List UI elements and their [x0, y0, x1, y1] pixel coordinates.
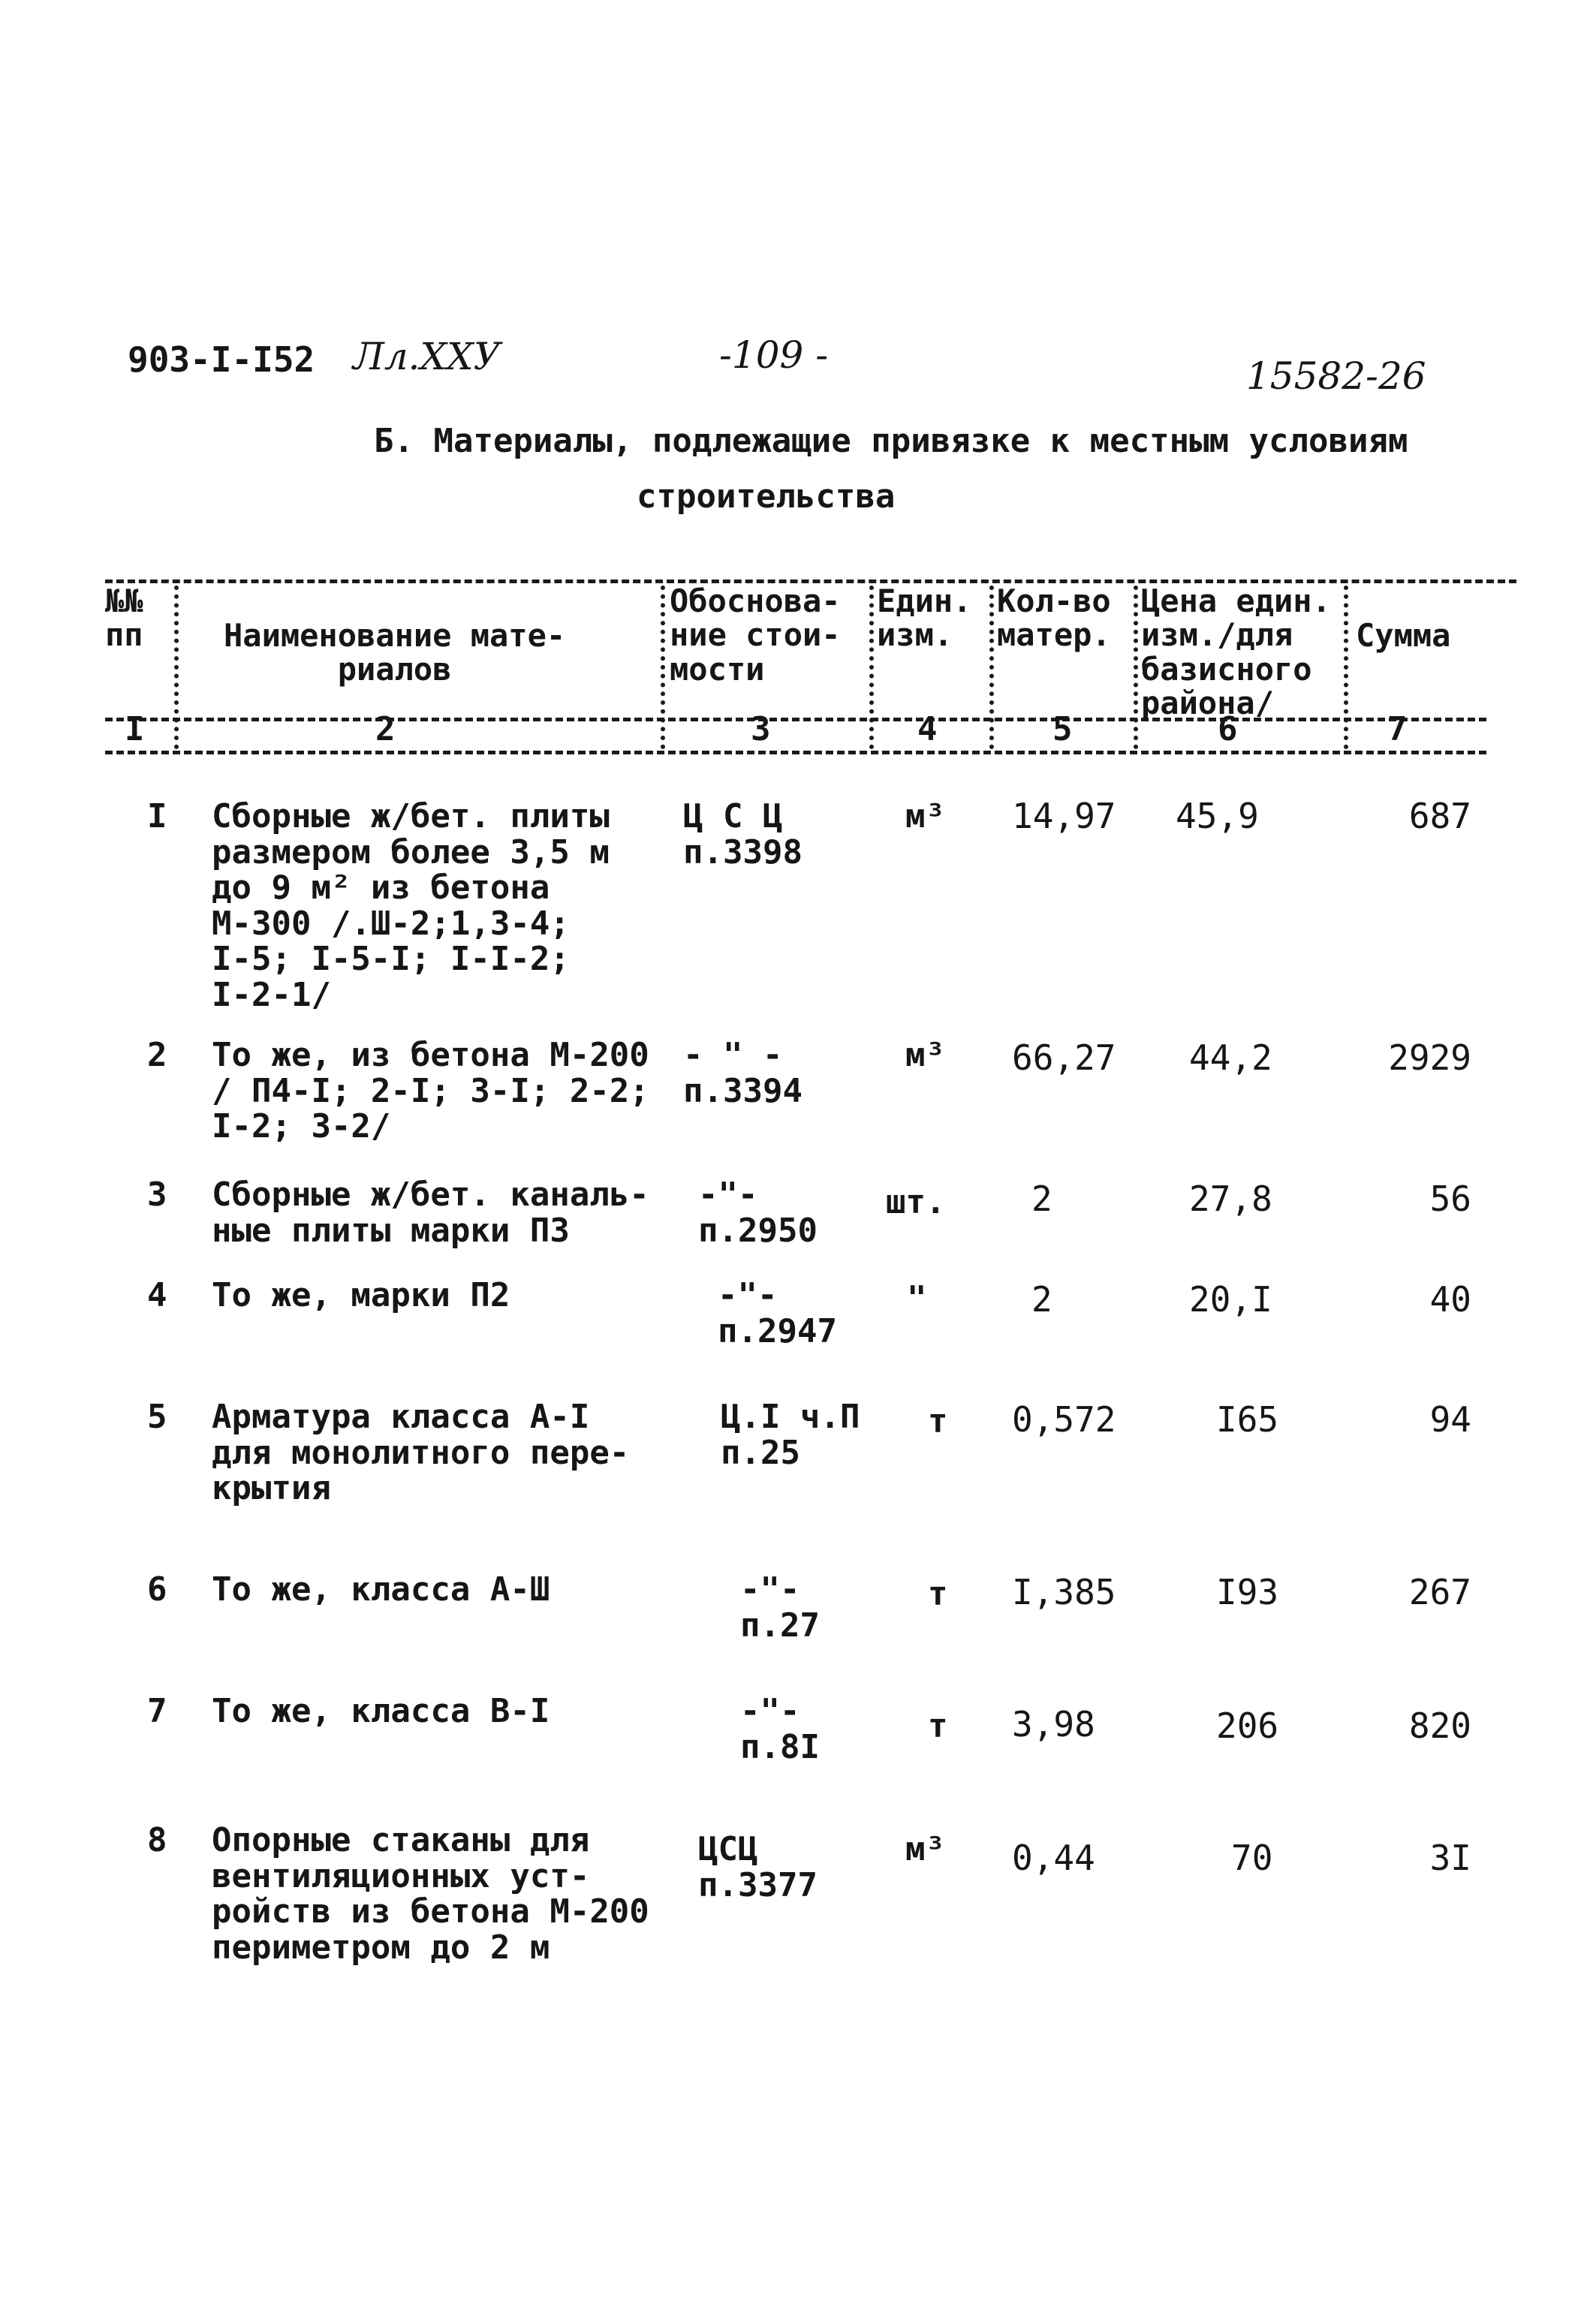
unit: т — [928, 1402, 948, 1440]
material-name: То же, класса В-I — [212, 1692, 550, 1730]
material-name: Арматура класса А-I для монолитного пере- крытия — [212, 1398, 630, 1508]
cost-basis: Ц.I ч.П п.25 — [721, 1398, 860, 1472]
cost-basis: -"- п.27 — [740, 1570, 820, 1645]
column-separator — [174, 586, 179, 749]
material-name: То же, марки П2 — [212, 1276, 510, 1314]
cost-basis: -"- п.8I — [740, 1692, 820, 1766]
quantity: 0,572 — [1012, 1399, 1116, 1440]
row-number: 8 — [147, 1821, 167, 1859]
row-number: 6 — [147, 1570, 167, 1609]
column-separator — [989, 586, 994, 749]
unit-price: 27,8 — [1189, 1179, 1272, 1219]
cost-basis: ЦСЦ п.3377 — [698, 1830, 818, 1904]
column-number: 3 — [751, 710, 771, 748]
cost-basis: - " - п.3394 — [683, 1036, 803, 1110]
row-number: 5 — [147, 1398, 167, 1436]
header-number: №№ пп — [105, 583, 143, 654]
column-number: 2 — [375, 710, 396, 748]
column-separator — [869, 586, 874, 749]
material-name: Сборные ж/бет. каналь- ные плиты марки П3 — [212, 1176, 649, 1250]
header-cost-basis: Обоснова- ние стои- мости — [670, 583, 841, 688]
header-unit: Един. изм. — [877, 583, 972, 654]
header-unit-price: Цена един. изм./для базисного района/ — [1141, 583, 1331, 722]
cost-basis: -"- п.2947 — [718, 1276, 837, 1350]
unit-price: 45,9 — [1176, 796, 1259, 836]
column-number: 7 — [1387, 710, 1408, 748]
sum: 3I — [1429, 1838, 1471, 1878]
unit: м³ — [905, 797, 945, 835]
column-separator — [1134, 586, 1138, 749]
sum: 820 — [1408, 1705, 1471, 1746]
unit: м³ — [905, 1036, 945, 1074]
unit-price: 70 — [1231, 1838, 1273, 1878]
unit-price: I93 — [1216, 1572, 1279, 1612]
material-name: Сборные ж/бет. плиты размером более 3,5 м до 9 м² из бетона М-300 /.Ш-2;1,3-4; I-5; I-5-I; I-I-2; I-2-1/ — [212, 797, 610, 1014]
sum: 267 — [1408, 1572, 1471, 1612]
material-name: Опорные стаканы для вентиляционных уст- ройств из бетона М-200 периметром до 2 м — [212, 1821, 649, 1967]
sheet-label: Лл.XXУ — [353, 335, 501, 378]
unit: " — [907, 1279, 927, 1317]
row-number: 3 — [147, 1176, 167, 1214]
unit: т — [928, 1575, 948, 1613]
cost-basis: Ц С Ц п.3398 — [683, 797, 803, 872]
column-separator — [661, 586, 665, 749]
row-number: I — [147, 797, 167, 835]
archive-number: 15582-26 — [1246, 354, 1426, 398]
sum: 687 — [1408, 796, 1471, 836]
column-separator — [1344, 586, 1348, 749]
unit: шт. — [886, 1183, 946, 1221]
row-number: 4 — [147, 1276, 167, 1314]
column-number: 6 — [1218, 710, 1238, 748]
unit-price: 206 — [1216, 1705, 1279, 1746]
header-sum: Сумма — [1356, 617, 1451, 654]
row-number: 2 — [147, 1036, 167, 1074]
sum: 2929 — [1388, 1037, 1471, 1078]
column-number-rule — [105, 751, 1486, 754]
unit-price: 44,2 — [1189, 1037, 1272, 1078]
material-name: То же, класса А-Ш — [212, 1570, 550, 1609]
sum: 56 — [1429, 1179, 1471, 1219]
quantity: 3,98 — [1012, 1704, 1095, 1745]
quantity: 0,44 — [1012, 1838, 1095, 1878]
header-quantity: Кол-во матер. — [997, 583, 1111, 654]
column-number: 4 — [917, 710, 938, 748]
row-number: 7 — [147, 1692, 167, 1730]
unit: м³ — [905, 1830, 945, 1868]
quantity: 2 — [1031, 1179, 1052, 1219]
column-number: I — [125, 710, 145, 748]
section-title-continued: строительства — [637, 477, 896, 516]
section-title: Б. Материалы, подлежащие привязке к местным условиям — [374, 422, 1408, 460]
unit: т — [928, 1707, 948, 1745]
quantity: 66,27 — [1012, 1037, 1116, 1078]
quantity: I,385 — [1012, 1572, 1116, 1612]
material-name: То же, из бетона М-200 / П4-I; 2-I; 3-I; 2-2; I-2; 3-2/ — [212, 1036, 649, 1146]
header-material-name: Наименование мате- риалов — [224, 617, 566, 688]
document-code: 903-I-I52 — [128, 339, 315, 380]
page-number: -109 - — [719, 333, 829, 377]
sum: 94 — [1429, 1399, 1471, 1440]
unit-price: 20,I — [1189, 1279, 1272, 1320]
cost-basis: -"- п.2950 — [698, 1176, 818, 1250]
sum: 40 — [1429, 1279, 1471, 1320]
quantity: 2 — [1031, 1279, 1052, 1320]
quantity: 14,97 — [1012, 796, 1116, 836]
column-number: 5 — [1052, 710, 1073, 748]
unit-price: I65 — [1216, 1399, 1279, 1440]
